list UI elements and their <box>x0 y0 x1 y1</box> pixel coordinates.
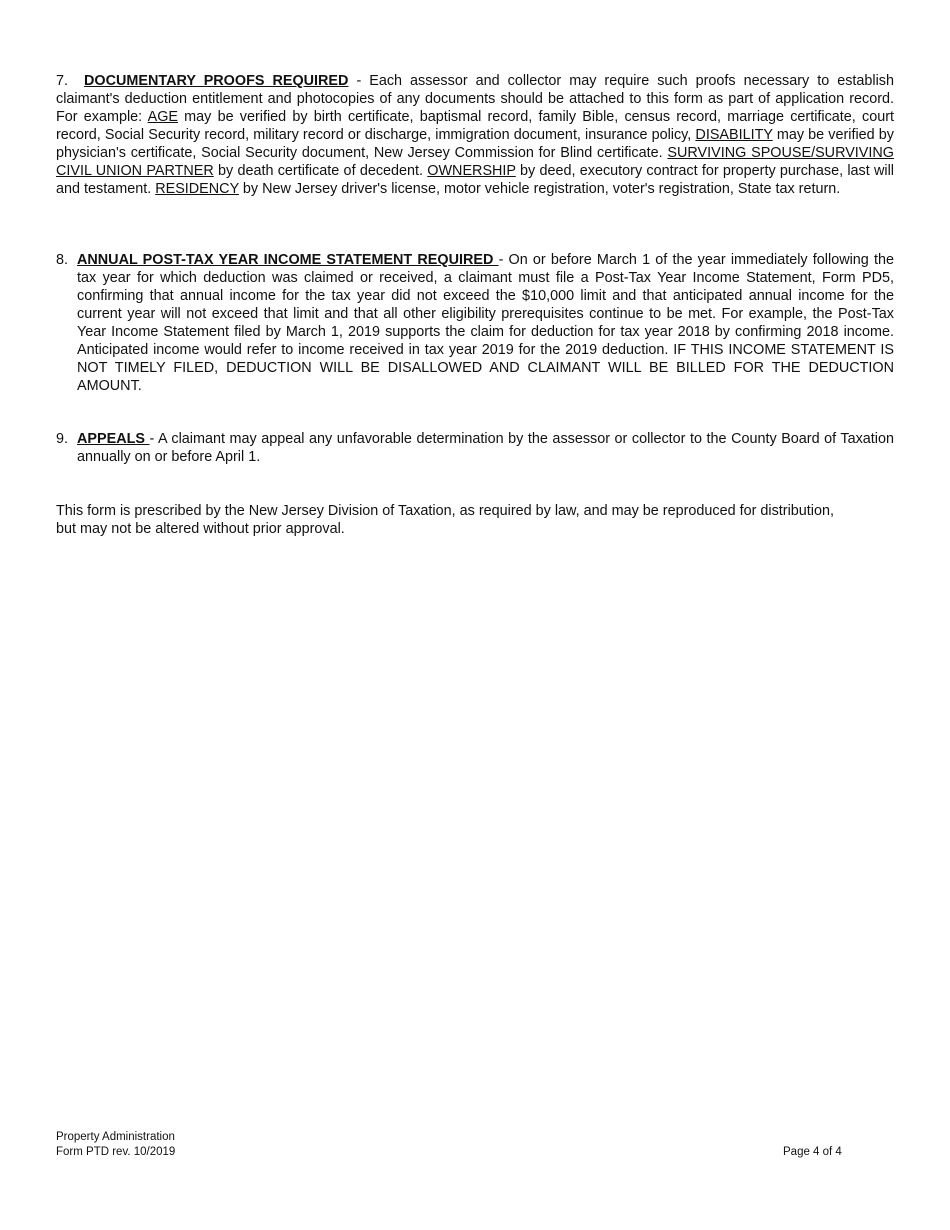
section-text: by deed, executory contract for property purchase, last will and testament. <box>56 163 894 197</box>
footer-left <box>56 1130 175 1159</box>
section-heading: DOCUMENTARY PROOFS REQUIRED <box>84 73 349 89</box>
section-text: - Each assessor and collector may require such proofs necessary to establish claimant's deduction entitlement and photocopies of any documents should be attached to this form as part of application record. For example: <box>56 73 895 125</box>
section-appeals <box>56 430 894 466</box>
age-term: AGE <box>147 109 178 125</box>
surviving-spouse-term: SURVIVING SPOUSE/SURVIVING CIVIL UNION PARTNER <box>56 145 894 179</box>
section-text: may be verified by birth certificate, baptismal record, family Bible, census record, marriage certificate, court record, Social Security record, military record or discharge, immigration document, insurance policy, <box>56 109 894 143</box>
section-number: 8. <box>56 252 69 268</box>
section-number: 7. <box>56 73 69 89</box>
footer-department: Property Administration <box>56 1131 175 1143</box>
section-heading: APPEALS <box>77 431 150 447</box>
footer-page-number: Page 4 of 4 <box>783 1146 842 1158</box>
closing-statement: This form is prescribed by the New Jersey Division of Taxation, as required by law, and may be reproduced for distribution, but may not be altered without prior approval. <box>56 503 834 537</box>
section-text: - A claimant may appeal any unfavorable determination by the assessor or collector to the County Board of Taxation annually on or before April 1. <box>77 431 895 465</box>
section-text: may be verified by physician's certificate, Social Security document, New Jersey Commission for Blind certificate. <box>56 127 895 161</box>
section-text: by death certificate of decedent. <box>213 163 428 179</box>
section-text: by New Jersey driver's license, motor vehicle registration, voter's registration, State tax return. <box>238 181 841 197</box>
section-number: 9. <box>56 431 69 447</box>
disability-term: DISABILITY <box>695 127 773 143</box>
section-income-statement <box>56 251 894 395</box>
residency-term: RESIDENCY <box>155 181 239 197</box>
section-heading: ANNUAL POST-TAX YEAR INCOME STATEMENT REQUIRED <box>77 252 499 268</box>
ownership-term: OWNERSHIP <box>427 163 516 179</box>
section-text: - On or before March 1 of the year immediately following the tax year for which deduction was claimed or received, a claimant must file a Post-Tax Year Income Statement, Form PD5, confirming that annual income for the tax year did not exceed the $10,000 limit and that anticipated annual income for the current year will not exceed that limit and that all other eligibility prerequisites continue to be met. For example, the Post-Tax Year Income Statement filed by March 1, 2019 supports the claim for deduction for tax year 2018 by confirming 2018 income. Anticipated income would refer to income received in tax year 2019 for the 2019 deduction. IF THIS INCOME STATEMENT IS NOT TIMELY FILED, DEDUCTION WILL BE DISALLOWED AND CLAIMANT WILL BE BILLED FOR THE DEDUCTION AMOUNT. <box>77 252 894 394</box>
footer-form-revision: Form PTD rev. 10/2019 <box>56 1145 176 1158</box>
section-documentary-proofs <box>56 72 894 198</box>
